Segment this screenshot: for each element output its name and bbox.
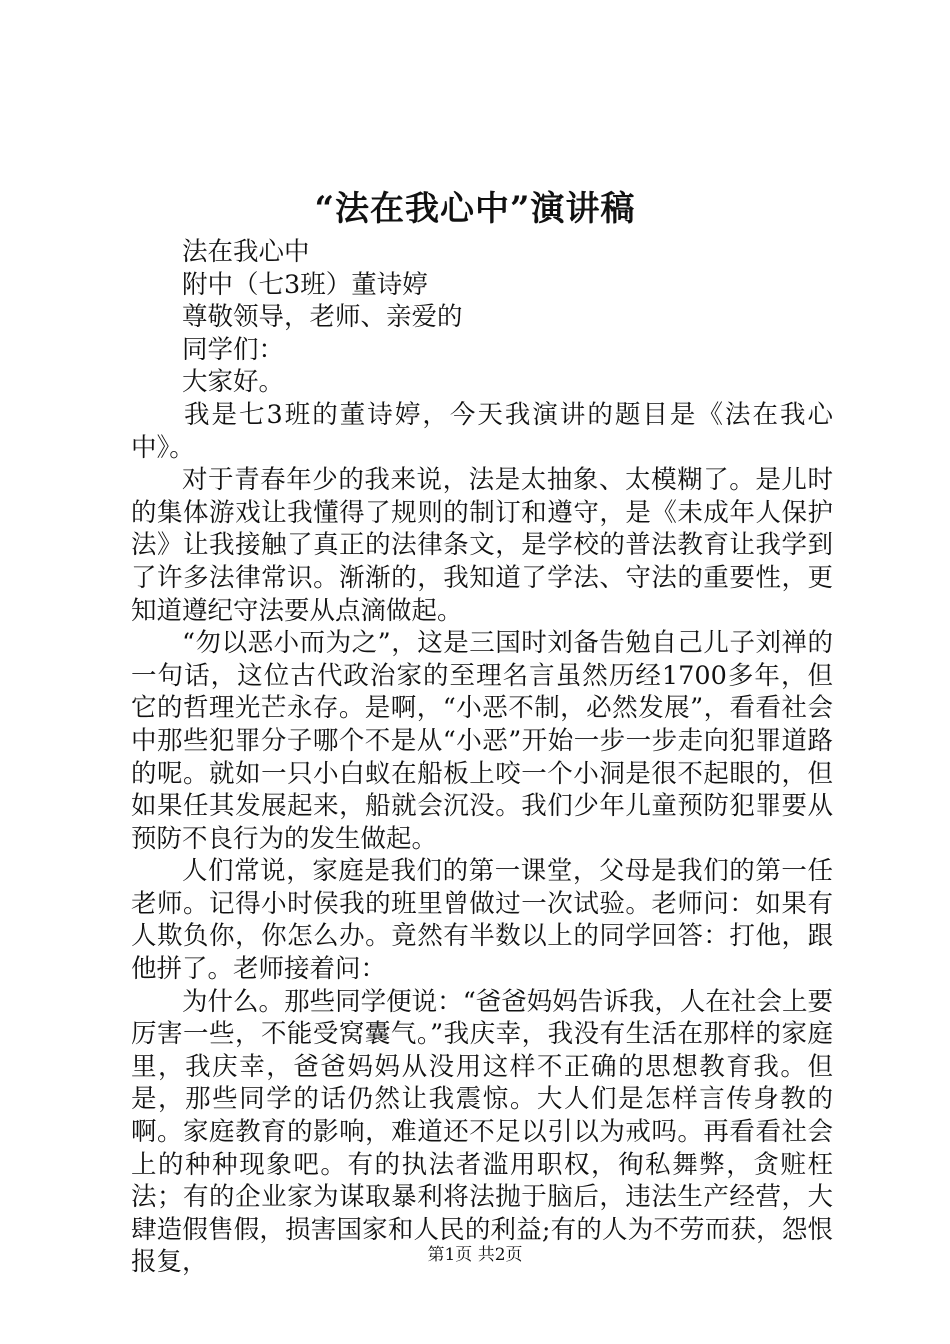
body-paragraph: 为什么。那些同学便说：“爸爸妈妈告诉我，人在社会上要厉害一些，不能受窝囊气。”我庆幸，我没有生活在那样的家庭里，我庆幸，爸爸妈妈从没用这样不正确的思想教育我。但是，那些同学的话仍然让我震惊。大人们是怎样言传身教的啊。家庭教育的影响，难道还不足以引以为戒吗。再看看社会上的种种现象吧。有的执法者滥用职权，徇私舞弊，贪赃枉法；有的企业家为谋取暴利将法抛于脑后，违法生产经营，大肆造假售假，损害国家和人民的利益;有的人为不劳而获，怨恨报复， <box>131 986 833 1278</box>
salutation-line: 尊敬领导，老师、亲爱的 <box>182 302 463 333</box>
salutation-line: 同学们： <box>182 334 285 365</box>
body-paragraph: “勿以恶小而为之”，这是三国时刘备告勉自己儿子刘禅的一句话，这位古代政治家的至理名言虽然历经1700多年，但它的哲理光芒永存。是啊，“小恶不制，必然发展”，看看社会中那些犯罪分子哪个不是从“小恶”开始一步一步走向犯罪道路的呢。就如一只小白蚁在船板上咬一个小洞是很不起眼的，但如果任其发展起来，船就会沉没。我们少年儿童预防犯罪要从预防不良行为的发生做起。 <box>131 628 833 854</box>
document-title: “法在我心中”演讲稿 <box>314 189 636 229</box>
speech-heading: 法在我心中 <box>182 237 310 267</box>
page-number-footer: 第1页 共2页 <box>427 1245 523 1265</box>
author-line: 附中（七3班）董诗婷 <box>182 269 428 300</box>
body-paragraph: 我是七3班的董诗婷，今天我演讲的题目是《法在我心中》。 <box>131 399 833 463</box>
body-paragraph: 人们常说，家庭是我们的第一课堂，父母是我们的第一任老师。记得小时侯我的班里曾做过一次试验。老师问：如果有人欺负你，你怎么办。竟然有半数以上的同学回答：打他，跟他拼了。老师接着问： <box>131 856 833 985</box>
document-body <box>131 236 833 1279</box>
body-paragraph: 对于青春年少的我来说，法是太抽象、太模糊了。是儿时的集体游戏让我懂得了规则的制订和遵守，是《未成年人保护法》让我接触了真正的法律条文，是学校的普法教育让我学到了许多法律常识。渐渐的，我知道了学法、守法的重要性，更知道遵纪守法要从点滴做起。 <box>131 465 833 626</box>
greeting-line: 大家好。 <box>182 367 285 398</box>
